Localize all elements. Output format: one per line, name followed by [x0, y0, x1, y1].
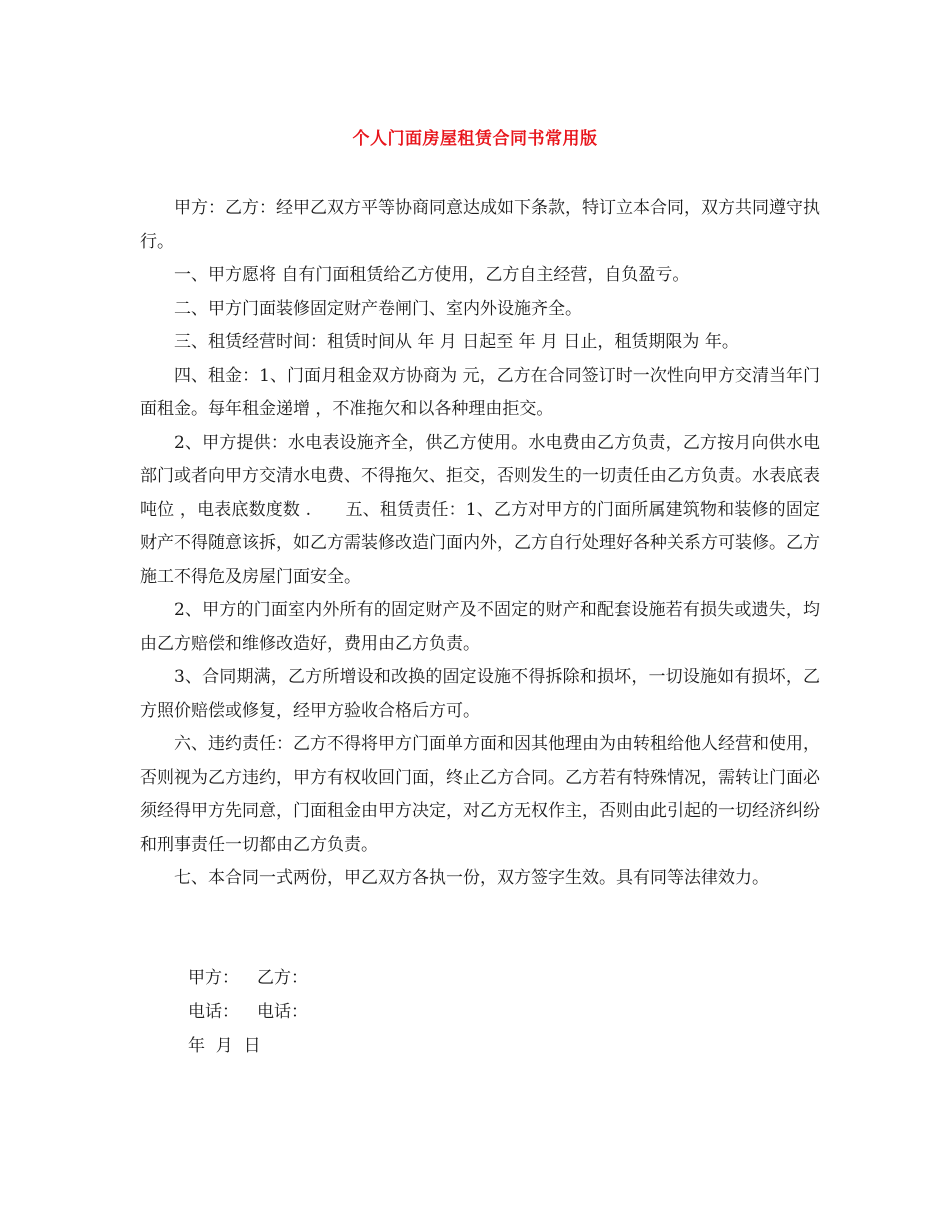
paragraph-clause-5-3: 3、合同期满，乙方所增设和改换的固定设施不得拆除和损坏，一切设施如有损坏，乙方照价赔偿或修复，经甲方验收合格后方可。 [140, 667, 820, 721]
document-title: 个人门面房屋租赁合同书常用版 [352, 129, 598, 149]
signature-parties-line [188, 962, 308, 996]
paragraph-preamble: 甲方：乙方：经甲乙双方平等协商同意达成如下条款，特订立本合同，双方共同遵守执行。 [140, 198, 820, 252]
paragraph-clause-4-2: 2、甲方提供：水电表设施齐全，供乙方使用。水电费由乙方负责，乙方按月向供水电部门或者向甲方交清水电费、不得拖欠、拒交，否则发生的一切责任由乙方负责。水表底表吨位 ，电表底数度数 . 五、租赁责任：1、乙方对甲方的门面所属建筑物和装修的固定财产不得随意该拆，如乙方需装修改造门面内外，乙方自行处理好各种关系方可装修。乙方施工不得危及房屋门面安全。 [140, 432, 820, 587]
paragraph-clause-7: 七、本合同一式两份，甲乙双方各执一份，双方签字生效。具有同等法律效力。 [174, 868, 769, 888]
paragraph-clause-3: 三、租赁经营时间：租赁时间从 年 月 日起至 年 月 日止，租赁期限为 年。 [174, 332, 739, 352]
signature-phone-line [188, 996, 308, 1030]
phone-b-label: 电话： [257, 1002, 308, 1022]
party-a-label: 甲方： [188, 968, 239, 988]
paragraph-clause-6: 六、违约责任：乙方不得将甲方门面单方面和因其他理由为由转租给他人经营和使用，否则视为乙方违约，甲方有权收回门面，终止乙方合同。乙方若有特殊情况，需转让门面必须经得甲方先同意，门面租金由甲方决定，对乙方无权作主，否则由此引起的一切经济纠纷和刑事责任一切都由乙方负责。 [140, 734, 820, 855]
document-body [140, 192, 820, 896]
paragraph-clause-5-2: 2、甲方的门面室内外所有的固定财产及不固定的财产和配套设施若有损失或遗失，均由乙方赔偿和维修改造好，费用由乙方负责。 [140, 600, 820, 654]
date-label: 年 月 日 [188, 1036, 261, 1056]
paragraph-clause-2: 二、甲方门面装修固定财产卷闸门、室内外设施齐全。 [174, 298, 582, 319]
phone-a-label: 电话： [188, 1002, 239, 1022]
signature-date-line [188, 1030, 261, 1064]
paragraph-clause-1: 一、甲方愿将 自有门面租赁给乙方使用，乙方自主经营，自负盈亏。 [174, 265, 690, 285]
paragraph-clause-4: 四、租金：1、门面月租金双方协商为 元，乙方在合同签订时一次性向甲方交清当年门面租金。每年租金递增 ，不准拖欠和以各种理由拒交。 [140, 365, 820, 419]
party-b-label: 乙方： [257, 968, 308, 988]
